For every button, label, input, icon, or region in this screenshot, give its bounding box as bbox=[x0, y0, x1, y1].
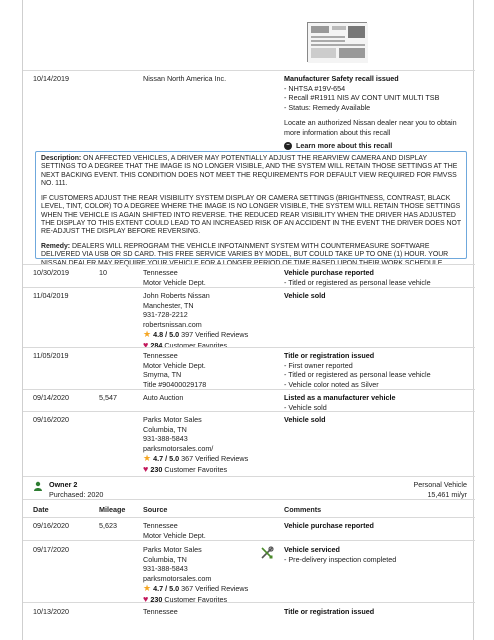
heart-icon: ♥ bbox=[143, 593, 149, 604]
favorites-label: Customer Favorites bbox=[164, 464, 228, 474]
row-comments bbox=[284, 607, 474, 617]
header-comments: Comments bbox=[284, 505, 322, 514]
dealer-name[interactable]: Parks Motor Sales bbox=[143, 545, 202, 554]
dealer-rating[interactable] bbox=[143, 454, 273, 464]
review-count: 397 Verified Reviews bbox=[181, 330, 249, 339]
history-row bbox=[23, 264, 475, 288]
comment-line: - Pre-delivery inspection completed bbox=[284, 554, 397, 564]
history-row bbox=[23, 411, 475, 474]
info-circle-icon: – bbox=[284, 142, 292, 150]
comment-line: - Recall #R1911 NIS AV CONT UNIT MULTI TSB bbox=[284, 93, 440, 102]
row-source: Tennessee bbox=[143, 607, 178, 616]
consequence-text: IF CUSTOMERS ADJUST THE REAR VISIBILITY SYSTEM DISPLAY OR CAMERA SETTINGS (BRIGHTNESS, CONTRAST, BLACK LEVEL, TINT, COLOR) TO A DEGREE WHERE THE IMAGE IS NO LONGER VISIBLE, THE SYSTEM WILL RETAIN THOSE SETTINGS WHEN THE VEHICLE IS AGAIN SHIFTED INTO REVERSE. THE REDUCED REAR VISIBILITY WHEN THE DRIVER HAS ADJUSTED THE DISPLAY TO THIS EXTENT COULD LEAD TO AN INCREASED RISK OF AN ACCIDENT IN THE EVENT THE DRIVER DOES NOT RE-ADJUST THE DISPLAY BEFORE REVERSING. bbox=[41, 194, 461, 236]
star-icon: ★ bbox=[143, 329, 152, 340]
row-date: 10/30/2019 bbox=[33, 268, 69, 277]
customer-favorites[interactable] bbox=[143, 465, 273, 475]
history-row-recall bbox=[23, 70, 475, 150]
row-date: 11/05/2019 bbox=[33, 351, 69, 360]
row-comments bbox=[284, 268, 474, 287]
owner-name: Owner 2 bbox=[49, 480, 78, 489]
dealer-phone[interactable]: 931-388-5843 bbox=[143, 564, 188, 573]
row-date: 11/04/2019 bbox=[33, 291, 69, 300]
dealer-website-link[interactable]: parksmotorsales.com/ bbox=[143, 443, 214, 453]
owner-header bbox=[23, 476, 475, 498]
description-label: Description: bbox=[41, 155, 82, 162]
row-date: 09/16/2020 bbox=[33, 521, 69, 530]
header-date: Date bbox=[33, 505, 49, 514]
source-line: Manchester, TN bbox=[143, 300, 194, 310]
comment-line: - NHTSA #19V-654 bbox=[284, 83, 346, 93]
row-source: Auto Auction bbox=[143, 393, 184, 402]
comment-line: - Status: Remedy Available bbox=[284, 102, 371, 112]
source-line: Columbia, TN bbox=[143, 554, 187, 564]
remedy-label: Remedy: bbox=[41, 242, 71, 250]
source-line: Motor Vehicle Dept. bbox=[143, 360, 206, 370]
row-source bbox=[143, 545, 273, 604]
source-line: Tennessee bbox=[143, 351, 178, 360]
owner-info bbox=[49, 480, 103, 499]
recall-document-thumbnail[interactable] bbox=[307, 22, 367, 62]
source-line: Columbia, TN bbox=[143, 424, 187, 434]
rating-value: 4.7 bbox=[153, 584, 164, 593]
remedy-text: DEALERS WILL REPROGRAM THE VEHICLE INFOTAINMENT SYSTEM WITH COUNTERMEASURE SOFTWARE DELIVERED VIA USB OR SD CARD. THIS FREE SERVICE VARIES BY MODEL, BUT COULD TAKE UP TO ONE (1) HOUR. YOUR NISSAN DEALER MAY REQUIRE YOUR VEHICLE FOR A LONGER PERIOD OF TIME BASED UPON THEIR WORK SCHEDULE. bbox=[41, 242, 449, 267]
rating-max: / 5.0 bbox=[165, 584, 180, 593]
row-source bbox=[143, 521, 273, 540]
row-mileage: 10 bbox=[99, 268, 107, 277]
source-line: Smyrna, TN bbox=[143, 370, 182, 379]
heart-icon: ♥ bbox=[143, 463, 149, 474]
owner-purchased: Purchased: 2020 bbox=[49, 489, 104, 499]
rating-value: 4.8 bbox=[153, 330, 164, 339]
history-row bbox=[23, 347, 475, 389]
rating-value: 4.7 bbox=[153, 454, 164, 463]
row-source: Nissan North America Inc. bbox=[143, 74, 227, 83]
comment-title: Vehicle sold bbox=[284, 415, 326, 424]
row-date: 10/14/2019 bbox=[33, 74, 69, 83]
row-comments bbox=[284, 415, 474, 425]
history-row bbox=[23, 517, 475, 540]
history-row bbox=[23, 287, 475, 350]
row-comments bbox=[284, 291, 474, 301]
history-row bbox=[23, 389, 475, 411]
vehicle-type: Personal Vehicle bbox=[413, 480, 467, 489]
star-icon: ★ bbox=[143, 583, 152, 594]
wrench-screwdriver-icon bbox=[260, 546, 274, 560]
source-line: Tennessee bbox=[143, 521, 178, 530]
dealer-rating[interactable] bbox=[143, 330, 273, 340]
row-comments bbox=[284, 545, 474, 564]
favorites-count: 284 bbox=[150, 340, 163, 350]
row-source bbox=[143, 291, 273, 350]
dealer-name[interactable]: John Roberts Nissan bbox=[143, 291, 210, 300]
dealer-website-link[interactable]: robertsnissan.com bbox=[143, 319, 202, 329]
favorites-label: Customer Favorites bbox=[164, 340, 228, 350]
row-date: 09/14/2020 bbox=[33, 393, 69, 402]
favorites-count: 230 bbox=[150, 464, 163, 474]
source-line: Title #90400029178 bbox=[143, 379, 207, 389]
review-count: 367 Verified Reviews bbox=[181, 584, 249, 593]
comment-title: Manufacturer Safety recall issued bbox=[284, 74, 399, 83]
table-header bbox=[23, 499, 475, 517]
comment-line: - Titled or registered as personal lease vehicle bbox=[284, 370, 431, 379]
dealer-phone[interactable]: 931-728-2212 bbox=[143, 310, 188, 319]
row-mileage: 5,547 bbox=[99, 393, 117, 402]
star-icon: ★ bbox=[143, 453, 152, 464]
history-row bbox=[23, 540, 475, 602]
header-source: Source bbox=[143, 505, 168, 514]
favorites-label: Customer Favorites bbox=[164, 594, 228, 604]
row-comments bbox=[284, 74, 474, 151]
history-frame bbox=[22, 0, 474, 640]
source-line: Tennessee bbox=[143, 268, 178, 277]
comment-line: - First owner reported bbox=[284, 360, 353, 370]
comment-line: - Titled or registered as personal lease vehicle bbox=[284, 277, 431, 287]
history-row bbox=[23, 602, 475, 640]
rating-max: / 5.0 bbox=[165, 330, 180, 339]
comment-title: Title or registration issued bbox=[284, 607, 375, 616]
description-text: ON AFFECTED VEHICLES, A DRIVER MAY POTENTIALLY ADJUST THE REARVIEW CAMERA AND DISPLAY SETTINGS TO A DEGREE THAT THE IMAGE IS NO LONGER VISIBLE, AND THE SYSTEM WILL RETAIN THOSE SETTINGS AT THE NEXT BACKING EVENT. THIS CONDITION DOES NOT MEET THE REQUIREMENTS FOR DEFAULT VIEW REQUIRED FOR FMVSS NO. 111. bbox=[41, 155, 458, 188]
comment-title: Title or registration issued bbox=[284, 351, 375, 360]
row-source bbox=[143, 351, 273, 389]
comment-title: Vehicle serviced bbox=[284, 545, 340, 554]
comment-title: Vehicle purchase reported bbox=[284, 521, 374, 530]
comment-title: Vehicle purchase reported bbox=[284, 268, 374, 277]
row-source bbox=[143, 268, 273, 287]
comment-title: Vehicle sold bbox=[284, 291, 326, 300]
row-source bbox=[143, 415, 273, 474]
review-count: 367 Verified Reviews bbox=[181, 454, 249, 463]
comment-title: Listed as a manufacturer vehicle bbox=[284, 393, 396, 402]
locate-dealer-text: Locate an authorized Nissan dealer near you to obtain more information about this recall bbox=[284, 118, 457, 137]
row-comments bbox=[284, 393, 474, 412]
source-line: Motor Vehicle Dept. bbox=[143, 277, 206, 287]
header-mileage: Mileage bbox=[99, 505, 126, 514]
learn-more-label: Learn more about this recall bbox=[296, 141, 393, 150]
favorites-count: 230 bbox=[150, 594, 163, 604]
row-mileage: 5,623 bbox=[99, 521, 117, 530]
mileage-rate: 15,461 mi/yr bbox=[427, 489, 467, 499]
source-line: Motor Vehicle Dept. bbox=[143, 530, 206, 540]
row-date: 09/16/2020 bbox=[33, 415, 69, 424]
learn-more-link[interactable] bbox=[284, 141, 474, 151]
person-icon bbox=[33, 481, 43, 491]
dealer-name[interactable]: Parks Motor Sales bbox=[143, 415, 202, 424]
dealer-phone[interactable]: 931-388-5843 bbox=[143, 434, 188, 443]
row-comments bbox=[284, 351, 474, 389]
recall-details-panel bbox=[35, 151, 467, 267]
comment-line: - Vehicle sold bbox=[284, 402, 327, 412]
rating-max: / 5.0 bbox=[165, 454, 180, 463]
row-comments bbox=[284, 521, 474, 531]
row-date: 09/17/2020 bbox=[33, 545, 69, 554]
comment-line: - Vehicle color noted as Silver bbox=[284, 379, 379, 389]
row-date: 10/13/2020 bbox=[33, 607, 69, 616]
heart-icon: ♥ bbox=[143, 339, 149, 350]
owner-vehicle-info bbox=[413, 480, 467, 499]
dealer-website-link[interactable]: parksmotorsales.com bbox=[143, 573, 212, 583]
dealer-rating[interactable] bbox=[143, 584, 273, 594]
